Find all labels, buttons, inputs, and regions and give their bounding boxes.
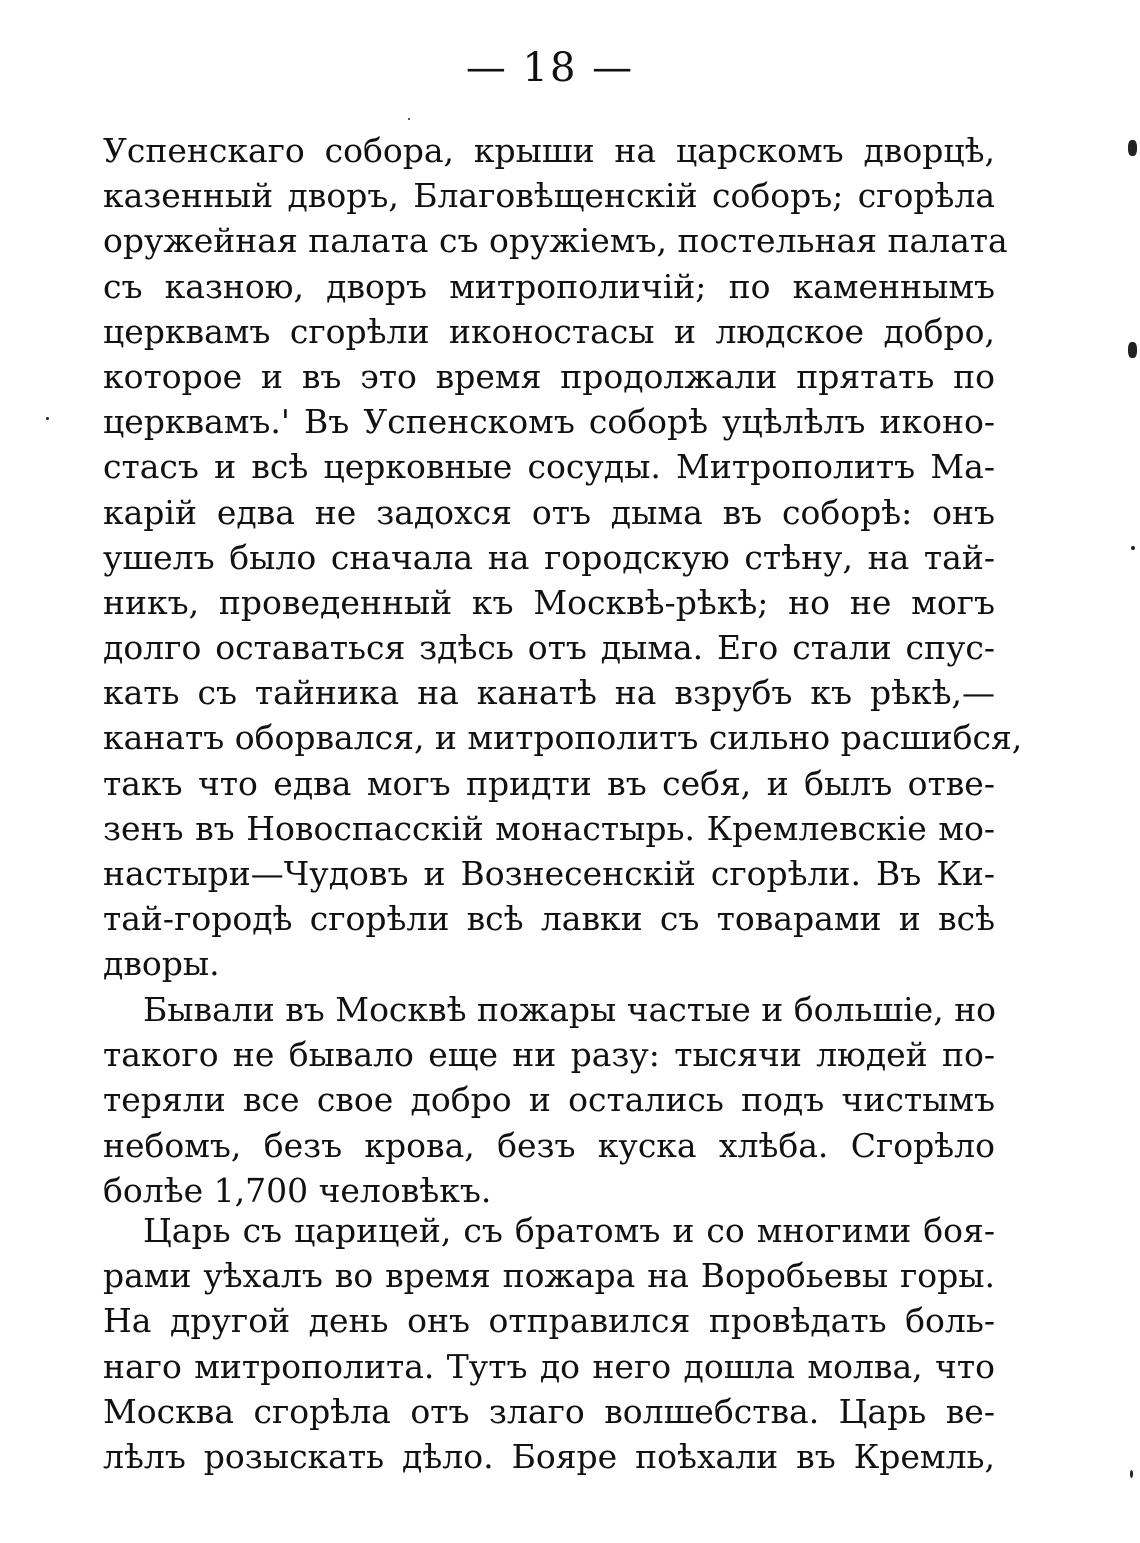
text-line: рами уѣхалъ во время пожара на Воробьевы горы. — [103, 1256, 995, 1296]
text-line: ушелъ было сначала на городскую стѣну, на тай- — [103, 537, 995, 577]
text-line: зенъ въ Новоспасскій монастырь. Кремлевскіе мо- — [103, 808, 995, 848]
text-line: стасъ и всѣ церковные сосуды. Митрополитъ Ма- — [103, 447, 995, 487]
text-line: которое и въ это время продолжали прятать по — [103, 356, 995, 396]
text-line: казенный дворъ, Благовѣщенскій соборъ; сгорѣла — [103, 176, 995, 216]
text-line: теряли все свое добро и остались подъ чистымъ — [103, 1080, 995, 1120]
text-line: болѣе 1,700 человѣкъ. — [103, 1170, 492, 1210]
text-line: никъ, проведенный къ Москвѣ-рѣкѣ; но не могъ — [103, 582, 995, 622]
text-line: Москва сгорѣла отъ злаго волшебства. Царь ве- — [103, 1391, 995, 1431]
text-line: небомъ, безъ крова, безъ куска хлѣба. Сгорѣло — [103, 1125, 995, 1165]
scan-speck — [1128, 140, 1137, 156]
scan-speck — [46, 417, 49, 420]
text-line: долго оставаться здѣсь отъ дыма. Его стали спус- — [103, 628, 995, 668]
paragraph-3 — [103, 1208, 995, 1479]
text-line: тай-городѣ сгорѣли всѣ лавки съ товарами и всѣ — [103, 899, 995, 939]
paragraph-2 — [103, 987, 995, 1213]
text-line: Царь съ царицей, съ братомъ и со многими боя- — [143, 1211, 995, 1250]
scan-speck — [408, 118, 410, 120]
text-line: настыри—Чудовъ и Вознесенскій сгорѣли. Въ Ки- — [103, 854, 995, 893]
text-line: дворы. — [103, 944, 220, 984]
text-line: такъ что едва могъ придти въ себя, и былъ отве- — [103, 763, 995, 803]
text-line: лѣлъ розыскать дѣло. Бояре поѣхали въ Кремль, — [103, 1436, 995, 1476]
text-line: оружейная палата съ оружіемъ, постельная палата — [103, 221, 1008, 261]
text-line: Бывали въ Москвѣ пожары частые и большіе, но — [143, 990, 997, 1029]
text-line: карій едва не задохся отъ дыма въ соборѣ: онъ — [103, 492, 995, 532]
page-number: — 18 — — [465, 45, 635, 91]
text-line: церквамъ сгорѣли иконостасы и людское добро, — [103, 311, 995, 351]
text-line: На другой день онъ отправился провѣдать боль- — [103, 1301, 995, 1341]
text-line: съ казною, дворъ митрополичій; по каменнымъ — [103, 266, 995, 306]
text-line: канатъ оборвался, и митрополитъ сильно расшибся, — [103, 718, 1023, 758]
scan-speck — [1128, 342, 1137, 358]
text-line: наго митрополита. Тутъ до него дошла молва, что — [103, 1346, 995, 1386]
text-line: такого не бывало еще ни разу: тысячи людей по- — [103, 1035, 995, 1075]
text-line: церквамъ.' Въ Успенскомъ соборѣ уцѣлѣлъ иконо- — [103, 402, 995, 442]
text-line: кать съ тайника на канатѣ на взрубъ къ рѣкѣ,— — [103, 673, 995, 713]
scan-speck — [1130, 1470, 1133, 1478]
scan-speck — [1131, 546, 1135, 550]
text-line: Успенскаго собора, крыши на царскомъ дворцѣ, — [103, 131, 995, 170]
paragraph-1 — [103, 128, 1023, 987]
